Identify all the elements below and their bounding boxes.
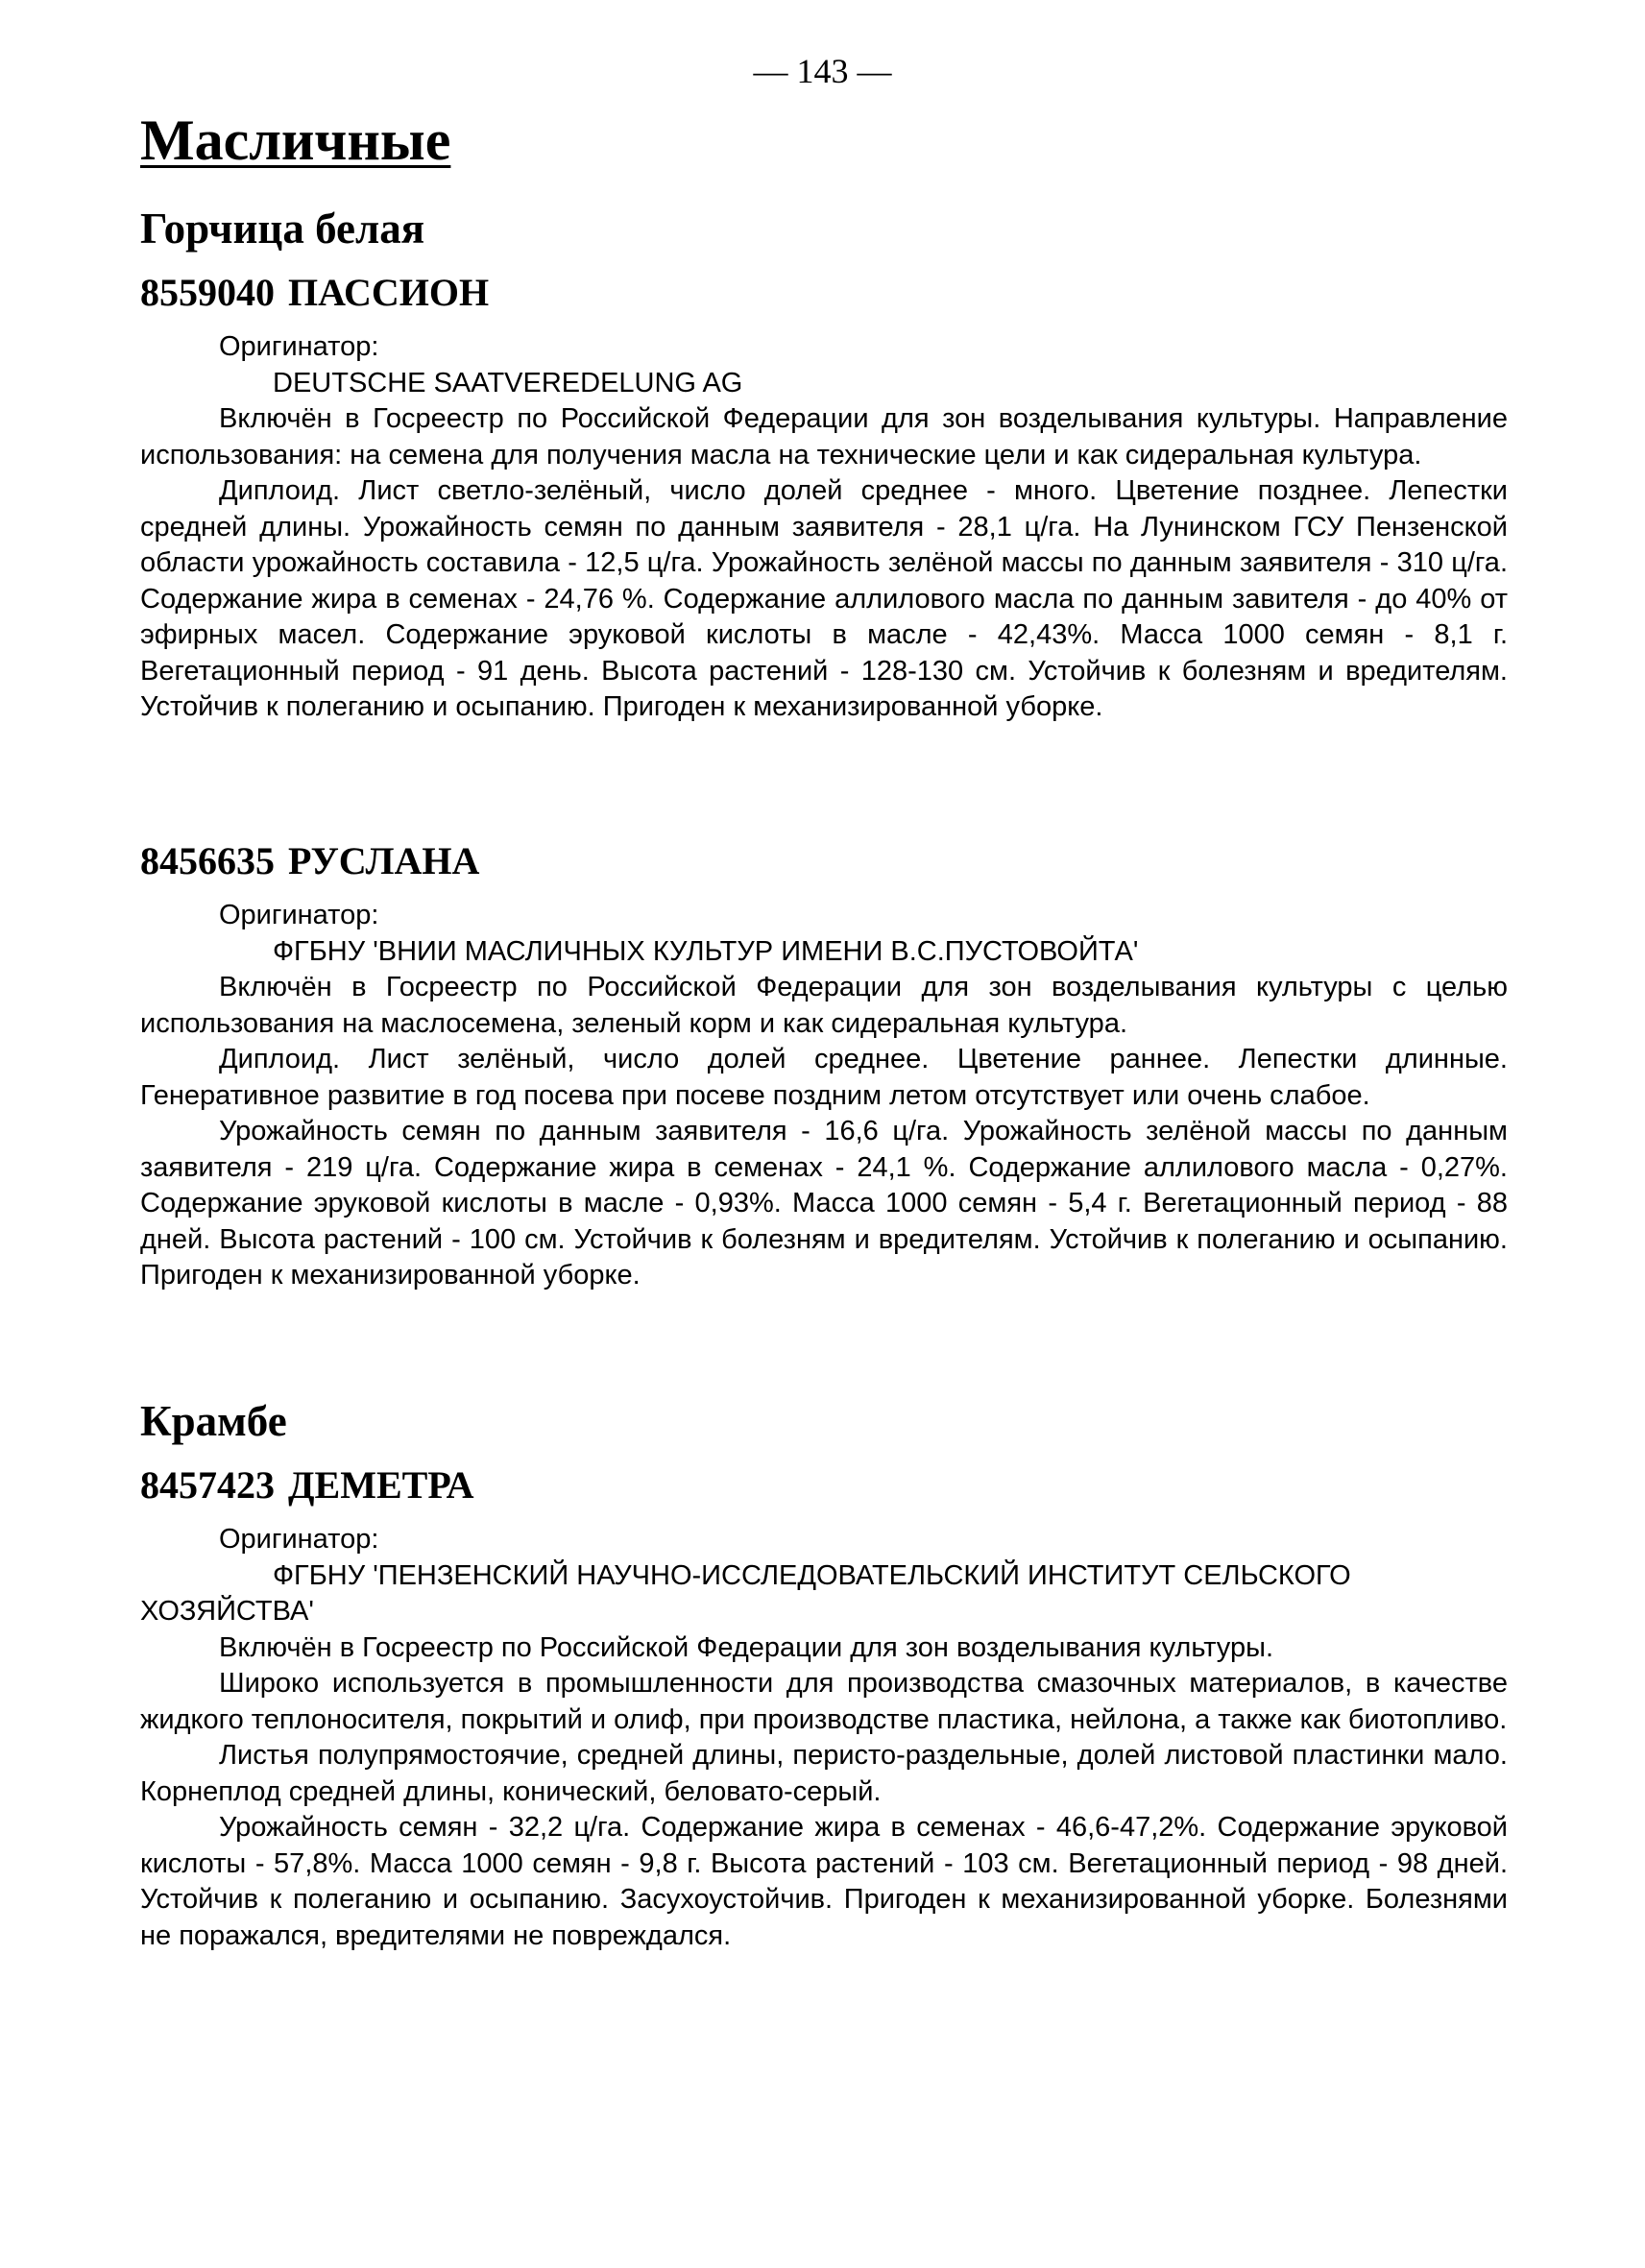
originator-name: ФГБНУ 'ВНИИ МАСЛИЧНЫХ КУЛЬТУР ИМЕНИ В.С.ПУСТОВОЙТА' xyxy=(273,935,1139,967)
description-paragraph: Урожайность семян - 32,2 ц/га. Содержание жира в семенах - 46,6-47,2%. Содержание эруковой кислоты - 57,8%. Масса 1000 семян - 9,8 г. Высота растений - 103 см. Вегетационный период - 98 дней. Устойчив к полеганию и осыпанию. Засухоустойчив. Пригоден к механизированной уборке. Болезнями не поражался, вредителями не повреждался. xyxy=(140,1812,1508,1951)
variety-heading xyxy=(140,837,479,885)
variety-name: РУСЛАНА xyxy=(288,839,480,882)
variety-heading xyxy=(140,269,489,317)
variety-description xyxy=(140,898,1508,1294)
description-paragraph: Включён в Госреестр по Российской Федерации для зон возделывания культуры с целью использования на маслосемена, зеленый корм и как сидеральная культура. xyxy=(140,972,1508,1039)
section-title: Масличные xyxy=(140,109,451,172)
description-paragraph: Диплоид. Лист зелёный, число долей среднее. Цветение раннее. Лепестки длинные. Генеративное развитие в год посева при посеве поздним летом отсутствует или очень слабое. xyxy=(140,1044,1508,1111)
originator-label: Оригинатор: xyxy=(219,900,379,930)
variety-code: 8559040 xyxy=(140,271,275,314)
originator-label: Оригинатор: xyxy=(219,331,379,362)
variety-code: 8457423 xyxy=(140,1463,275,1507)
variety-name: ДЕМЕТРА xyxy=(288,1463,474,1507)
originator-name: DEUTSCHE SAATVEREDELUNG AG xyxy=(273,367,743,398)
variety-description xyxy=(140,1522,1508,1954)
description-paragraph: Диплоид. Лист светло-зелёный, число долей среднее - много. Цветение позднее. Лепестки средней длины. Урожайность семян по данным заявителя - 28,1 ц/га. На Лунинском ГСУ Пензенской области урожайность составила - 12,5 ц/га. Урожайность зелёной массы по данным заявителя - 310 ц/га. Содержание жира в семенах - 24,76 %. Содержание аллилового масла по данным завителя - до 40% от эфирных масел. Содержание эруковой кислоты в масле - 42,43%. Масса 1000 семян - 8,1 г. Вегетационный период - 91 день. Высота растений - 128-130 см. Устойчив к болезням и вредителям. Устойчив к полеганию и осыпанию. Пригоден к механизированной уборке. xyxy=(140,475,1508,722)
description-paragraph: Включён в Госреестр по Российской Федерации для зон возделывания культуры. xyxy=(219,1631,1274,1663)
page-number: — 143 — xyxy=(753,52,892,90)
description-paragraph: Включён в Госреестр по Российской Федерации для зон возделывания культуры. Направление использования: на семена для получения масла на технические цели и как сидеральная культура. xyxy=(140,403,1508,470)
variety-heading xyxy=(140,1461,474,1509)
description-paragraph: Листья полупрямостоячие, средней длины, перисто-раздельные, долей листовой пластинки мало. Корнеплод средней длины, конический, беловато-серый. xyxy=(140,1740,1508,1807)
variety-name: ПАССИОН xyxy=(288,271,490,314)
variety-code: 8456635 xyxy=(140,839,275,882)
culture-heading: Горчица белая xyxy=(140,205,425,253)
culture-heading: Крамбе xyxy=(140,1397,287,1445)
originator-label: Оригинатор: xyxy=(219,1524,379,1555)
variety-description xyxy=(140,329,1508,726)
description-paragraph: Урожайность семян по данным заявителя - 16,6 ц/га. Урожайность зелёной массы по данным заявителя - 219 ц/га. Содержание жира в семенах - 24,1 %. Содержание аллилового масла - 0,27%. Содержание эруковой кислоты в масле - 0,93%. Масса 1000 семян - 5,4 г. Вегетационный период - 88 дней. Высота растений - 100 см. Устойчив к болезням и вредителям. Устойчив к полеганию и осыпанию. Пригоден к механизированной уборке. xyxy=(140,1116,1508,1291)
description-paragraph: Широко используется в промышленности для производства смазочных материалов, в качестве жидкого теплоносителя, покрытий и олиф, при производстве пластика, нейлона, а также как биотопливо. xyxy=(140,1668,1508,1735)
originator-name: ФГБНУ 'ПЕНЗЕНСКИЙ НАУЧНО-ИССЛЕДОВАТЕЛЬСКИЙ ИНСТИТУТ СЕЛЬСКОГО ХОЗЯЙСТВА' xyxy=(140,1559,1351,1627)
